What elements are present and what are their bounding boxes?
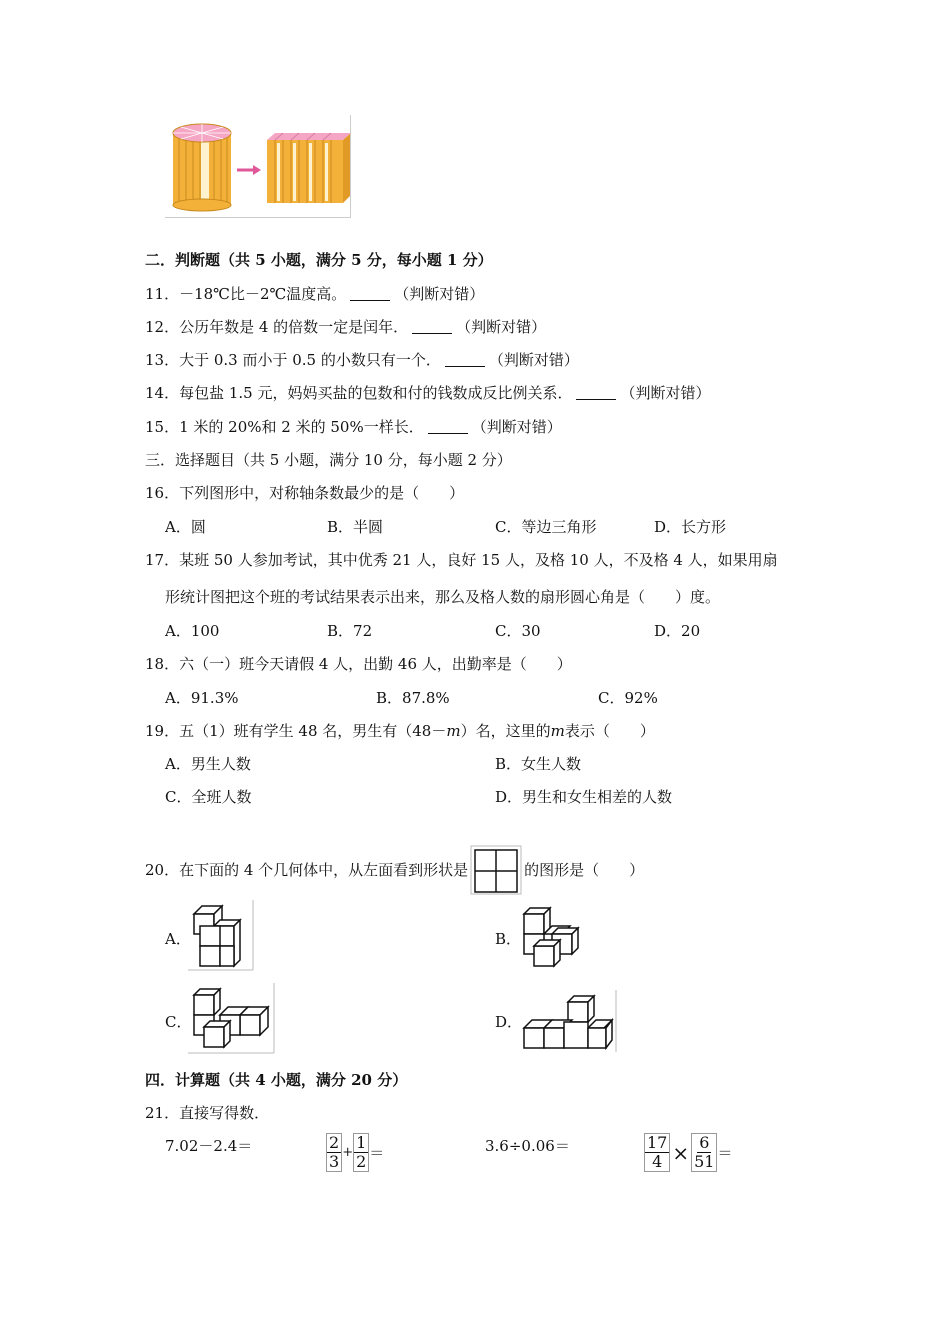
q17-option-d[interactable]: D．20	[654, 622, 701, 640]
q19-option-d[interactable]: D．男生和女生相差的人数	[495, 788, 673, 806]
two-by-two-square-icon	[470, 845, 522, 895]
question-11	[145, 284, 484, 304]
question-18: 18．六（一）班今天请假 4 人，出勤 46 人，出勤率是（ ）	[145, 655, 572, 673]
q19-variable: m	[446, 722, 461, 740]
q20-option-b-cubes-icon[interactable]	[518, 902, 584, 974]
plus-operator: +	[342, 1144, 354, 1160]
q19-option-b[interactable]: B．女生人数	[495, 755, 582, 773]
denominator: 3	[329, 1152, 340, 1171]
q20-option-c-cubes-icon[interactable]	[188, 983, 278, 1059]
q16-option-b[interactable]: B．半圆	[327, 518, 384, 536]
cylinder-icon	[165, 115, 350, 217]
q14-hint: （判断对错）	[620, 384, 711, 402]
q13-hint: （判断对错）	[488, 351, 579, 369]
numerator: 17	[647, 1133, 668, 1152]
q20-option-b-label[interactable]: B．	[495, 930, 522, 948]
section2-title: 二．判断题（共 5 小题，满分 5 分，每小题 1 分）	[145, 251, 493, 269]
q11-text: 11．－18℃比－2℃温度高。	[145, 285, 347, 303]
question-15	[145, 417, 562, 437]
q12-answer-blank[interactable]	[412, 319, 452, 334]
numerator: 6	[699, 1133, 710, 1152]
q13-text: 13．大于 0.3 而小于 0.5 的小数只有一个．	[145, 351, 441, 369]
q19-text-part2: ）名，这里的	[460, 722, 551, 740]
section4-title: 四．计算题（共 4 小题，满分 20 分）	[145, 1071, 408, 1089]
question-16: 16．下列图形中，对称轴条数最少的是（ ）	[145, 484, 465, 502]
equals-sign: ＝	[717, 1143, 733, 1162]
q14-text: 14．每包盐 1.5 元，妈妈买盐的包数和付的钱数成反比例关系．	[145, 384, 573, 402]
calc-expression-2	[326, 1133, 384, 1172]
q17-option-a[interactable]: A．100	[165, 622, 220, 640]
denominator: 2	[356, 1152, 367, 1171]
denominator: 4	[652, 1152, 663, 1171]
q16-option-a[interactable]: A．圆	[165, 518, 206, 536]
q12-text: 12．公历年数是 4 的倍数一定是闰年．	[145, 318, 409, 336]
q15-answer-blank[interactable]	[428, 419, 468, 434]
q19-text-part1: 19．五（1）班有学生 48 名，男生有（48－	[145, 722, 447, 740]
q20-text-part2: 的图形是（ ）	[524, 861, 645, 879]
q16-option-d[interactable]: D．长方形	[654, 518, 727, 536]
times-operator: ×	[672, 1140, 690, 1165]
q20-option-d-label[interactable]: D．	[495, 1013, 523, 1031]
cylinder-to-cuboid-figure	[165, 115, 351, 218]
q19-option-c[interactable]: C．全班人数	[165, 788, 252, 806]
numerator: 2	[329, 1133, 340, 1152]
question-14	[145, 383, 711, 403]
q20-option-c-label[interactable]: C．	[165, 1013, 192, 1031]
numerator: 1	[356, 1133, 367, 1152]
question-20	[145, 845, 644, 895]
q19-variable-2: m	[550, 722, 565, 740]
section3-title: 三．选择题目（共 5 小题，满分 10 分，每小题 2 分）	[145, 451, 512, 469]
denominator: 51	[694, 1152, 715, 1171]
calc-expression-1: 7.02－2.4＝	[165, 1137, 253, 1155]
question-17-line2: 形统计图把这个班的考试结果表示出来，那么及格人数的扇形圆心角是（ ）度。	[165, 588, 721, 606]
question-19	[145, 721, 655, 741]
q12-hint: （判断对错）	[456, 318, 547, 336]
q13-answer-blank[interactable]	[445, 352, 485, 367]
q20-option-a-cubes-icon[interactable]	[188, 900, 256, 976]
q19-option-a[interactable]: A．男生人数	[165, 755, 251, 773]
fraction-17-4	[644, 1133, 670, 1172]
question-17-line1: 17．某班 50 人参加考试，其中优秀 21 人，良好 15 人，及格 10 人，不及格 4 人，如果用扇	[145, 551, 778, 569]
q20-text-part1: 20．在下面的 4 个几何体中，从左面看到形状是	[145, 861, 469, 879]
fraction-2-3	[326, 1133, 342, 1172]
equals-sign: ＝	[369, 1143, 385, 1162]
question-21: 21．直接写得数．	[145, 1104, 270, 1122]
q18-option-b[interactable]: B．87.8%	[376, 689, 450, 707]
q17-option-b[interactable]: B．72	[327, 622, 373, 640]
q15-hint: （判断对错）	[471, 418, 562, 436]
q11-answer-blank[interactable]	[350, 286, 390, 301]
question-13	[145, 350, 579, 370]
question-12	[145, 317, 546, 337]
q18-option-a[interactable]: A．91.3%	[165, 689, 239, 707]
q19-text-part3: 表示（ ）	[564, 722, 655, 740]
q15-text: 15．1 米的 20%和 2 米的 50%一样长．	[145, 418, 424, 436]
q20-option-a-label[interactable]: A．	[165, 930, 191, 948]
q20-option-d-cubes-icon[interactable]	[520, 990, 620, 1058]
q16-option-c[interactable]: C．等边三角形	[495, 518, 597, 536]
calc-expression-4	[644, 1133, 733, 1172]
q14-answer-blank[interactable]	[576, 385, 616, 400]
q18-option-c[interactable]: C．92%	[598, 689, 658, 707]
q17-option-c[interactable]: C．30	[495, 622, 541, 640]
fraction-1-2	[353, 1133, 369, 1172]
q11-hint: （判断对错）	[394, 285, 485, 303]
calc-expression-3: 3.6÷0.06＝	[485, 1137, 570, 1155]
fraction-6-51	[691, 1133, 717, 1172]
